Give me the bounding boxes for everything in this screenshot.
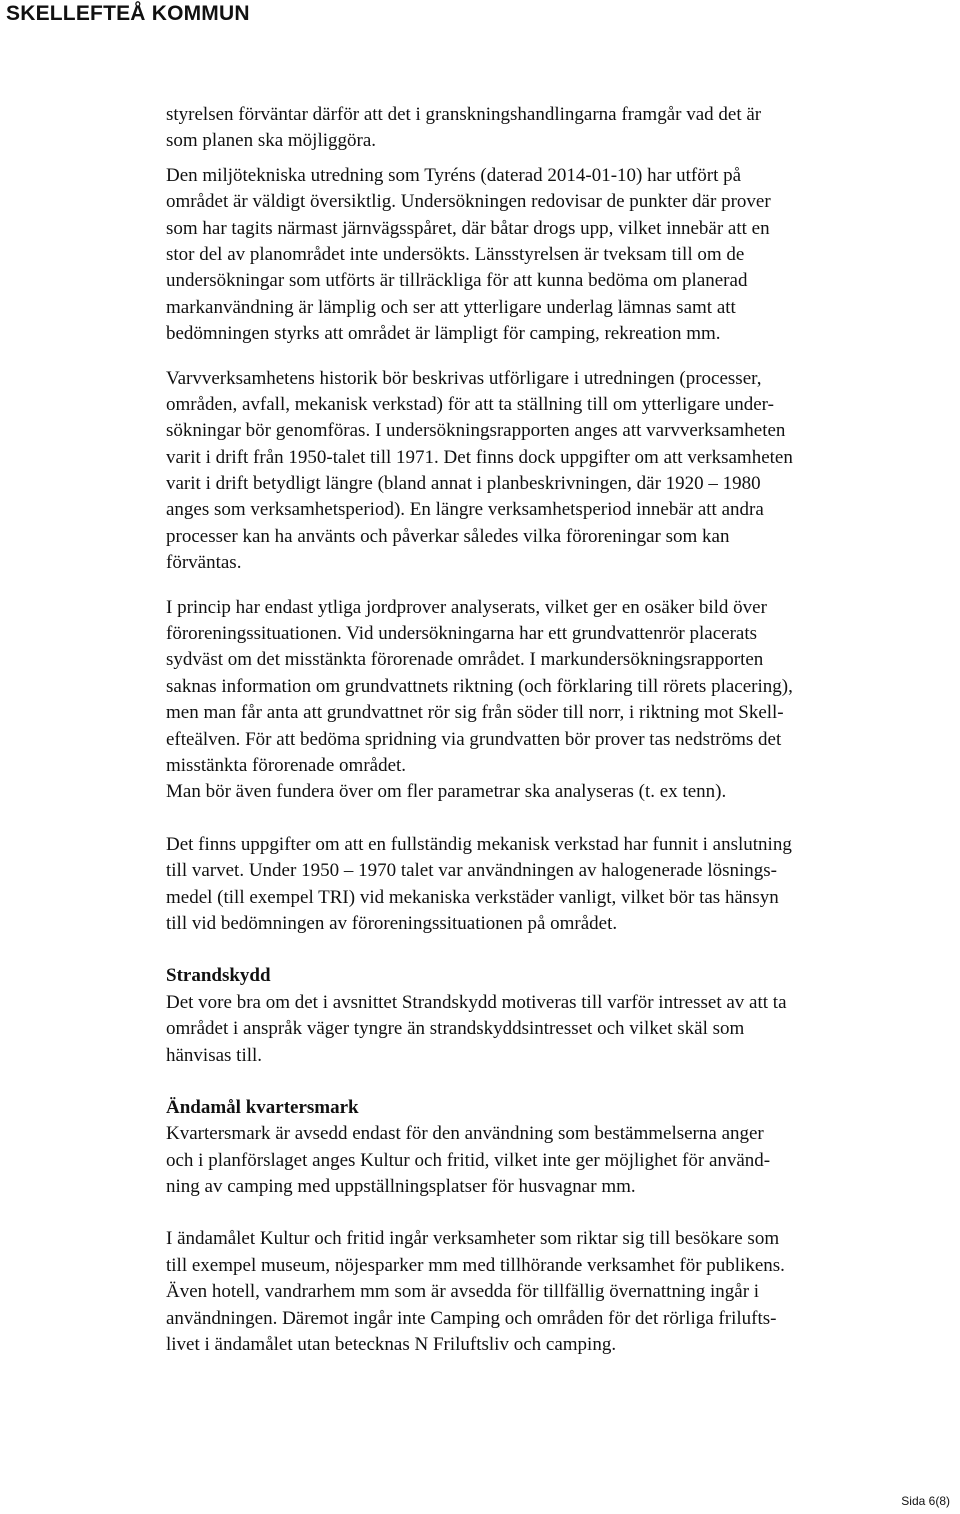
text-line: medel (till exempel TRI) vid mekaniska verkstäder vanligt, vilket bör tas hänsyn [166,886,779,908]
text-line: och i planförslaget anges Kultur och fritid, vilket inte ger möjlighet för använd- [166,1149,771,1171]
text-line: till exempel museum, nöjesparker mm med tillhörande verksamhet för publikens. [166,1254,785,1276]
text-line: I princip har endast ytliga jordprover analyserats, vilket ger en osäker bild över [166,596,767,618]
text-line: stor del av planområdet inte undersökts. Länsstyrelsen är tveksam till om de [166,243,745,265]
text-line: I ändamålet Kultur och fritid ingår verksamheter som riktar sig till besökare som [166,1228,780,1250]
section-kvartersmark [166,1095,936,1359]
page-number: Sida 6(8) [901,1494,950,1508]
section-heading: Strandskydd [166,965,271,987]
text-line: Man bör även fundera över om fler parametrar ska analyseras (t. ex tenn). [166,781,727,803]
text-line: området i anspråk väger tyngre än strandskyddsintresset och vilket skäl som [166,1018,745,1040]
text-line: Varvverksamhetens historik bör beskrivas utförligare i utredningen (processer, [166,367,762,389]
text-line: undersökningar som utförts är tillräckliga för att kunna bedöma om planerad [166,270,748,292]
text-line: Kvartersmark är avsedd endast för den användning som bestämmelserna anger [166,1123,764,1145]
text-line: Det vore bra om det i avsnittet Strandskydd motiveras till varför intresset av att ta [166,991,787,1013]
text-line: hänvisas till. [166,1044,263,1066]
text-line: markanvändning är lämplig och ser att ytterligare underlag lämnas samt att [166,296,736,318]
section-strandskydd [166,963,936,1069]
paragraph [166,595,936,806]
text-line: användningen. Däremot ingår inte Camping och områden för det rörliga frilufts- [166,1307,777,1329]
text-line: styrelsen förväntar därför att det i granskningshandlingarna framgår vad det är [166,104,762,125]
text-line: sydväst om det misstänkta förorenade området. I markundersökningsrapporten [166,649,764,671]
text-line: området är väldigt översiktlig. Undersökningen redovisar de punkter där prover [166,191,771,213]
paragraph [166,102,936,155]
text-line: varit i drift från 1950-talet till 1971. Det finns dock uppgifter om att verksamheten [166,446,793,468]
text-line: anges som verksamhetsperiod). En längre verksamhetsperiod innebär att andra [166,499,764,521]
text-line: som planen ska möjliggöra. [166,130,377,152]
text-line: föroreningssituationen. Vid undersökningarna har ett grundvattenrör placerats [166,623,758,645]
text-line: sökningar bör genomföras. I undersökningsrapporten anges att varvverksamheten [166,420,786,442]
text-line: misstänkta förorenade området. [166,754,407,776]
text-line: Även hotell, vandrarhem mm som är avsedda för tillfällig övernattning ingår i [166,1281,760,1303]
text-line: bedömningen styrks att området är lämpligt för camping, rekreation mm. [166,323,721,345]
text-line: som har tagits närmast järnvägsspåret, där båtar drogs upp, vilket innebär att en [166,217,770,239]
document-body [166,102,936,1358]
paragraph [166,832,936,938]
text-line: till vid bedömningen av föroreningssituationen på området. [166,912,618,934]
text-line: men man får anta att grundvattnet rör sig från söder till norr, i riktning mot Skell- [166,702,784,724]
text-line: varit i drift betydligt längre (bland annat i planbeskrivningen, där 1920 – 1980 [166,473,761,495]
text-line: processer kan ha använts och påverkar således vilka föroreningar som kan [166,525,730,547]
text-line: områden, avfall, mekanisk verkstad) för att ta ställning till om ytterligare under- [166,393,774,415]
section-heading: Ändamål kvartersmark [166,1096,359,1118]
text-line: saknas information om grundvattnets riktning (och förklaring till rörets placering), [166,675,793,697]
paragraph [166,366,936,577]
paragraph [166,163,936,348]
text-line: livet i ändamålet utan betecknas N Friluftsliv och camping. [166,1334,617,1356]
text-line: förväntas. [166,552,242,574]
text-line: efteälven. För att bedöma spridning via grundvatten bör prover tas nedströms det [166,728,782,750]
text-line: ning av camping med uppställningsplatser för husvagnar mm. [166,1176,636,1198]
text-line: till varvet. Under 1950 – 1970 talet var användningen av halogenerade lösnings- [166,860,777,882]
header-title: SKELLEFTEÅ KOMMUN [6,2,250,25]
text-line: Det finns uppgifter om att en fullständig mekanisk verkstad har funnit i anslutning [166,833,792,855]
text-line: Den miljötekniska utredning som Tyréns (daterad 2014-01-10) har utfört på [166,164,742,186]
